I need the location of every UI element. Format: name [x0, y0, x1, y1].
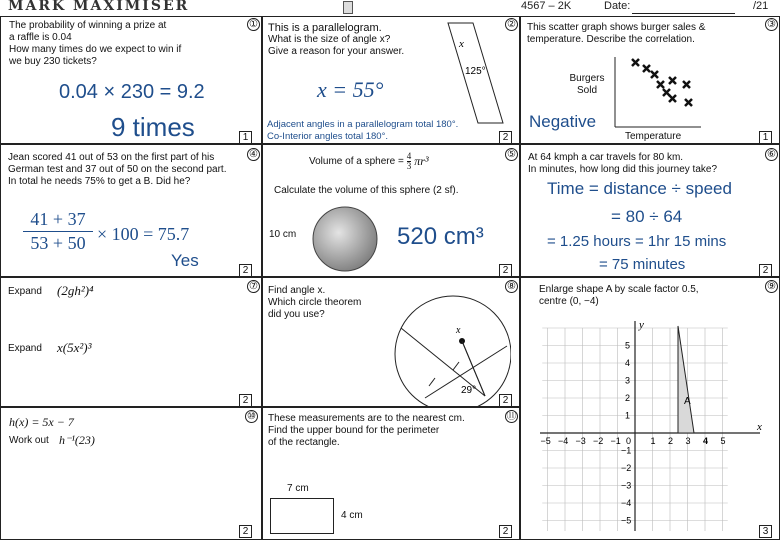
y-tick-label: −4: [621, 498, 632, 508]
question-4-fraction: 41 + 37 53 + 50: [23, 209, 93, 254]
calculator-icon: [343, 1, 353, 14]
scatter-point: [657, 81, 664, 88]
worksheet-code: 4567 – 2K: [521, 0, 572, 12]
marks-box-10: 2: [239, 525, 252, 538]
y-tick-label: −3: [621, 480, 632, 491]
x-tick-label: −3: [575, 436, 586, 446]
y-tick-label: 2: [625, 393, 631, 403]
question-9-text: Enlarge shape A by scale factor 0.5, centre (0, −4): [539, 284, 699, 307]
question-6-line-4: = 75 minutes: [599, 256, 686, 273]
function-definition: h(x) = 5x − 7: [9, 415, 74, 429]
question-5-answer: 520 cm³: [397, 223, 484, 250]
x-axis-label: Temperature: [625, 131, 682, 142]
question-6-line-3: = 1.25 hours = 1hr 15 mins: [547, 233, 727, 250]
question-2-reason: Adjacent angles in a parallelogram total 180°. Co-Interior angles total 180°.: [267, 119, 459, 142]
shape-a-label: A: [684, 396, 691, 407]
question-4-answer: Yes: [171, 251, 199, 270]
expression-1: (2gh²)⁴: [57, 283, 94, 298]
question-number-6: ⑥: [765, 148, 778, 161]
x-tick-label: −5: [540, 436, 551, 446]
question-1-working: 0.04 × 230 = 9.2: [59, 81, 205, 103]
x-axis-label: x: [757, 421, 762, 433]
question-6-line-1: Time = distance ÷ speed: [547, 179, 732, 198]
question-number-10: ⑩: [245, 410, 258, 423]
x-tick-label: −1: [610, 436, 621, 446]
y-tick-label: −2: [621, 463, 632, 473]
y-axis-label: Burgers Sold: [569, 73, 605, 96]
work-out-label: Work out: [9, 435, 49, 446]
angle-x-label: x: [459, 38, 464, 50]
page-title: MARK MAXIMISER: [8, 0, 190, 14]
angle-29-label: 29°: [461, 385, 477, 396]
question-5-cell: [262, 144, 520, 277]
question-7-cell: [0, 277, 262, 407]
y-tick-label: 3: [625, 375, 631, 386]
question-2-cell: [262, 16, 520, 144]
y-tick-label: 1: [625, 410, 631, 421]
date-label: Date:: [604, 0, 631, 12]
question-11-text: These measurements are to the nearest cm. Find the upper bound for the perimeter of the rectangle.: [268, 413, 465, 448]
circle-theorem-diagram: [389, 286, 511, 406]
question-4-text: Jean scored 41 out of 53 on the first part of his German test and 37 out of 50 on the second part. In total he needs 75% to get a B. Did he?: [8, 152, 227, 187]
sphere-formula: Volume of a sphere = $\frac{4}{3}$ πr³: [309, 151, 429, 171]
scatter-point: [685, 99, 692, 106]
marks-box-1: 1: [239, 131, 252, 144]
x-tick-label: 0: [626, 436, 632, 446]
question-number-4: ④: [247, 148, 260, 161]
marks-box-6: 2: [759, 264, 772, 277]
rectangle-height-label: 4 cm: [341, 510, 363, 521]
question-number-7: ⑦: [247, 280, 260, 293]
question-number-1: ①: [247, 18, 260, 31]
question-9-cell: [520, 277, 780, 540]
marks-box-3: 1: [759, 131, 772, 144]
question-1-text: The probability of winning a prize at a raffle is 0.04 How many times do we expect to win if we buy 230 tickets?: [9, 20, 182, 67]
marks-box-8: 2: [499, 394, 512, 407]
coordinate-grid: [535, 316, 775, 538]
expand-label-1: Expand: [8, 286, 42, 297]
rectangle-shape: [270, 498, 334, 534]
date-field[interactable]: [632, 13, 735, 14]
question-number-3: ③: [765, 18, 778, 31]
question-8-text: Find angle x. Which circle theorem did you use?: [268, 285, 362, 320]
question-number-11: ⑪: [506, 411, 517, 422]
scatter-point: [643, 65, 650, 72]
marks-box-7: 2: [239, 394, 252, 407]
rectangle-width-label: 7 cm: [287, 483, 309, 494]
question-6-line-2: = 80 ÷ 64: [611, 207, 683, 226]
question-number-9: ⑨: [765, 280, 778, 293]
question-number-2: ②: [505, 18, 518, 31]
question-6-cell: [520, 144, 780, 277]
y-tick-label: 5: [625, 340, 631, 351]
scatter-point: [669, 77, 676, 84]
marks-box-4: 2: [239, 264, 252, 277]
question-2-text: This is a parallelogram. What is the size of angle x? Give a reason for your answer.: [268, 22, 405, 57]
scatter-points: [632, 59, 692, 106]
question-4-cell: [0, 144, 262, 277]
question-1-answer: 9 times: [111, 112, 195, 142]
question-number-8: ⑧: [505, 280, 518, 293]
question-1-cell: [0, 16, 262, 144]
question-6-text: At 64 kmph a car travels for 80 km. In minutes, how long did this journey take?: [528, 152, 717, 175]
sphere-radius-label: 10 cm: [269, 229, 297, 240]
total-score: /21: [753, 0, 769, 12]
x-tick-label: 5: [720, 436, 726, 446]
inverse-expression: h⁻¹(23): [59, 433, 95, 447]
x-tick-label: −4: [558, 436, 569, 446]
question-4-working: × 100 = 75.7: [97, 224, 190, 244]
angle-x-label: x: [456, 325, 461, 336]
header: [0, 0, 780, 16]
x-tick-label: 4: [703, 436, 709, 446]
question-3-answer: Negative: [529, 112, 597, 131]
scatter-point: [683, 81, 690, 88]
expression-2: x(5x²)³: [57, 340, 92, 355]
question-11-cell: [262, 407, 520, 540]
y-tick-label: 4: [625, 358, 631, 368]
x-tick-label: 2: [668, 436, 674, 446]
y-tick-label: −1: [621, 445, 632, 456]
question-8-cell: [262, 277, 520, 407]
scatter-point: [651, 71, 658, 78]
question-5-text: Calculate the volume of this sphere (2 sf).: [274, 185, 459, 196]
x-tick-label: 1: [650, 436, 656, 446]
sphere-diagram: [311, 205, 383, 275]
marks-box-2: 2: [499, 131, 512, 144]
angle-125-label: 125°: [465, 66, 486, 77]
marks-box-9: 3: [759, 525, 772, 538]
question-3-text: This scatter graph shows burger sales & temperature. Describe the correlation.: [527, 22, 706, 45]
expand-label-2: Expand: [8, 343, 42, 354]
question-number-5: ⑤: [505, 148, 518, 161]
question-3-cell: [520, 16, 780, 144]
scatter-point: [632, 59, 639, 66]
y-tick-label: −5: [621, 515, 632, 526]
parallelogram-diagram: [443, 19, 520, 125]
scatter-point: [669, 95, 676, 102]
x-tick-label: −2: [593, 436, 604, 446]
marks-box-11: 2: [499, 525, 512, 538]
scatter-graph: [613, 55, 703, 130]
x-tick-label: 3: [685, 436, 691, 446]
scatter-point: [663, 89, 670, 96]
question-2-answer: x = 55°: [317, 77, 384, 102]
question-10-cell: [0, 407, 262, 540]
y-axis-label: y: [639, 319, 644, 331]
marks-box-5: 2: [499, 264, 512, 277]
